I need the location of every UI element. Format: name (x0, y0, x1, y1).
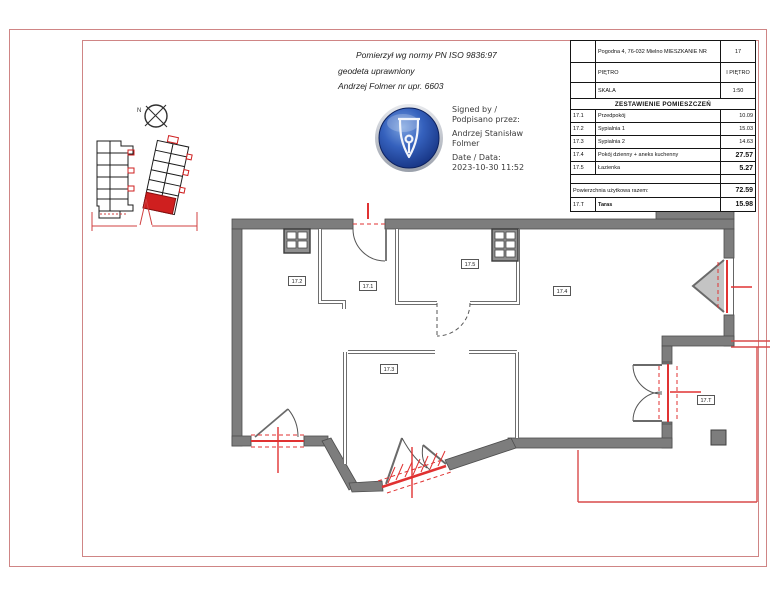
survey-note (338, 48, 497, 95)
date-label: Date / Data: (452, 153, 501, 162)
scale-value: 1:50 (732, 87, 744, 94)
table-row-empty (571, 174, 755, 183)
table-row-room (571, 122, 755, 135)
room-label-terrace (698, 396, 715, 405)
apartment-number: 17 (734, 48, 742, 55)
svg-text:17.T: 17.T (700, 398, 712, 404)
terrace-value: 15.98 (735, 201, 753, 208)
room-label-bedroom2 (381, 365, 398, 374)
interior-walls (320, 229, 518, 464)
room-area: 15.03 (739, 126, 753, 132)
svg-text:17.2: 17.2 (291, 279, 303, 285)
terrace-post (711, 430, 726, 445)
room-area: 10.09 (739, 113, 753, 119)
room-schedule-table (570, 40, 756, 212)
site-roads (92, 199, 197, 231)
table-row-room (571, 135, 755, 148)
room-label-bedroom1 (289, 277, 306, 286)
table-section-header (571, 98, 755, 109)
shaft-right (492, 229, 518, 261)
svg-text:17.1: 17.1 (362, 284, 374, 290)
room-name: Łazienka (596, 162, 721, 174)
total-label: Powierzchnia użytkowa razem: (571, 184, 721, 197)
shaft-left (284, 229, 310, 253)
room-name: Sypialnia 1 (596, 123, 721, 135)
scale-label: SKALA (596, 83, 721, 98)
table-row-scale (571, 82, 755, 98)
signed-by-label-pl: Podpisano przez: (452, 114, 520, 124)
section-header-text: ZESTAWIENIE POMIESZCZEŃ (614, 100, 712, 108)
north-label: N (137, 108, 142, 114)
room-name: Przedpokój (596, 110, 721, 122)
room-labels (289, 260, 715, 405)
survey-note-line2: geodeta uprawniony (338, 65, 415, 76)
north-arrow-icon (137, 105, 167, 127)
room-id: 17.5 (571, 162, 596, 174)
address-label: Pogodna 4, 76-032 Mielno MIESZKANIE NR (596, 41, 721, 62)
survey-note-line3: Andrzej Folmer nr upr. 6603 (338, 81, 444, 91)
room-id: 17.3 (571, 136, 596, 148)
signer-name: Andrzej Stanisław (452, 129, 524, 138)
table-row-room (571, 148, 755, 161)
floor-value: I PIĘTRO (726, 69, 750, 76)
table-row-floor (571, 62, 755, 82)
room-id: 17.4 (571, 149, 596, 161)
table-row-address (571, 41, 755, 62)
terrace-name: Taras (596, 198, 721, 211)
signature-text (452, 105, 524, 177)
room-label-hall (360, 282, 377, 291)
date-value: 2023-10-30 11:52 (452, 162, 525, 172)
room-id: 17.2 (571, 123, 596, 135)
room-id: 17.1 (571, 110, 596, 122)
floor-label: PIĘTRO (596, 63, 721, 82)
signed-by-label: Signed by / (452, 105, 498, 114)
terrace-outline (578, 341, 770, 502)
room-label-bathroom (462, 260, 479, 269)
table-row-room (571, 161, 755, 174)
site-plan (92, 134, 197, 231)
signer-surname: Folmer (452, 138, 480, 148)
room-label-living (554, 287, 571, 296)
pen-nib-stamp-icon (374, 103, 444, 173)
highlighted-apartment-unit (143, 192, 176, 214)
table-row-terrace (571, 197, 755, 211)
table-row-total (571, 183, 755, 197)
digital-signature-block (372, 101, 582, 179)
balcony-door-leaf (693, 260, 724, 312)
svg-text:17.3: 17.3 (383, 367, 395, 373)
room-name: Pokój dzienny + aneks kuchenny (596, 149, 721, 161)
terrace-id: 17.T (571, 198, 596, 211)
room-name: Sypialnia 2 (596, 136, 721, 148)
svg-text:17.5: 17.5 (464, 262, 476, 268)
room-area: 5.27 (739, 164, 753, 172)
total-value: 72.59 (735, 187, 753, 194)
survey-note-line1: Pomierzył wg normy PN ISO 9836:97 (356, 50, 497, 60)
svg-text:17.4: 17.4 (556, 289, 568, 295)
room-area: 27.57 (735, 151, 753, 159)
table-row-room (571, 109, 755, 122)
room-area: 14.63 (739, 139, 753, 145)
